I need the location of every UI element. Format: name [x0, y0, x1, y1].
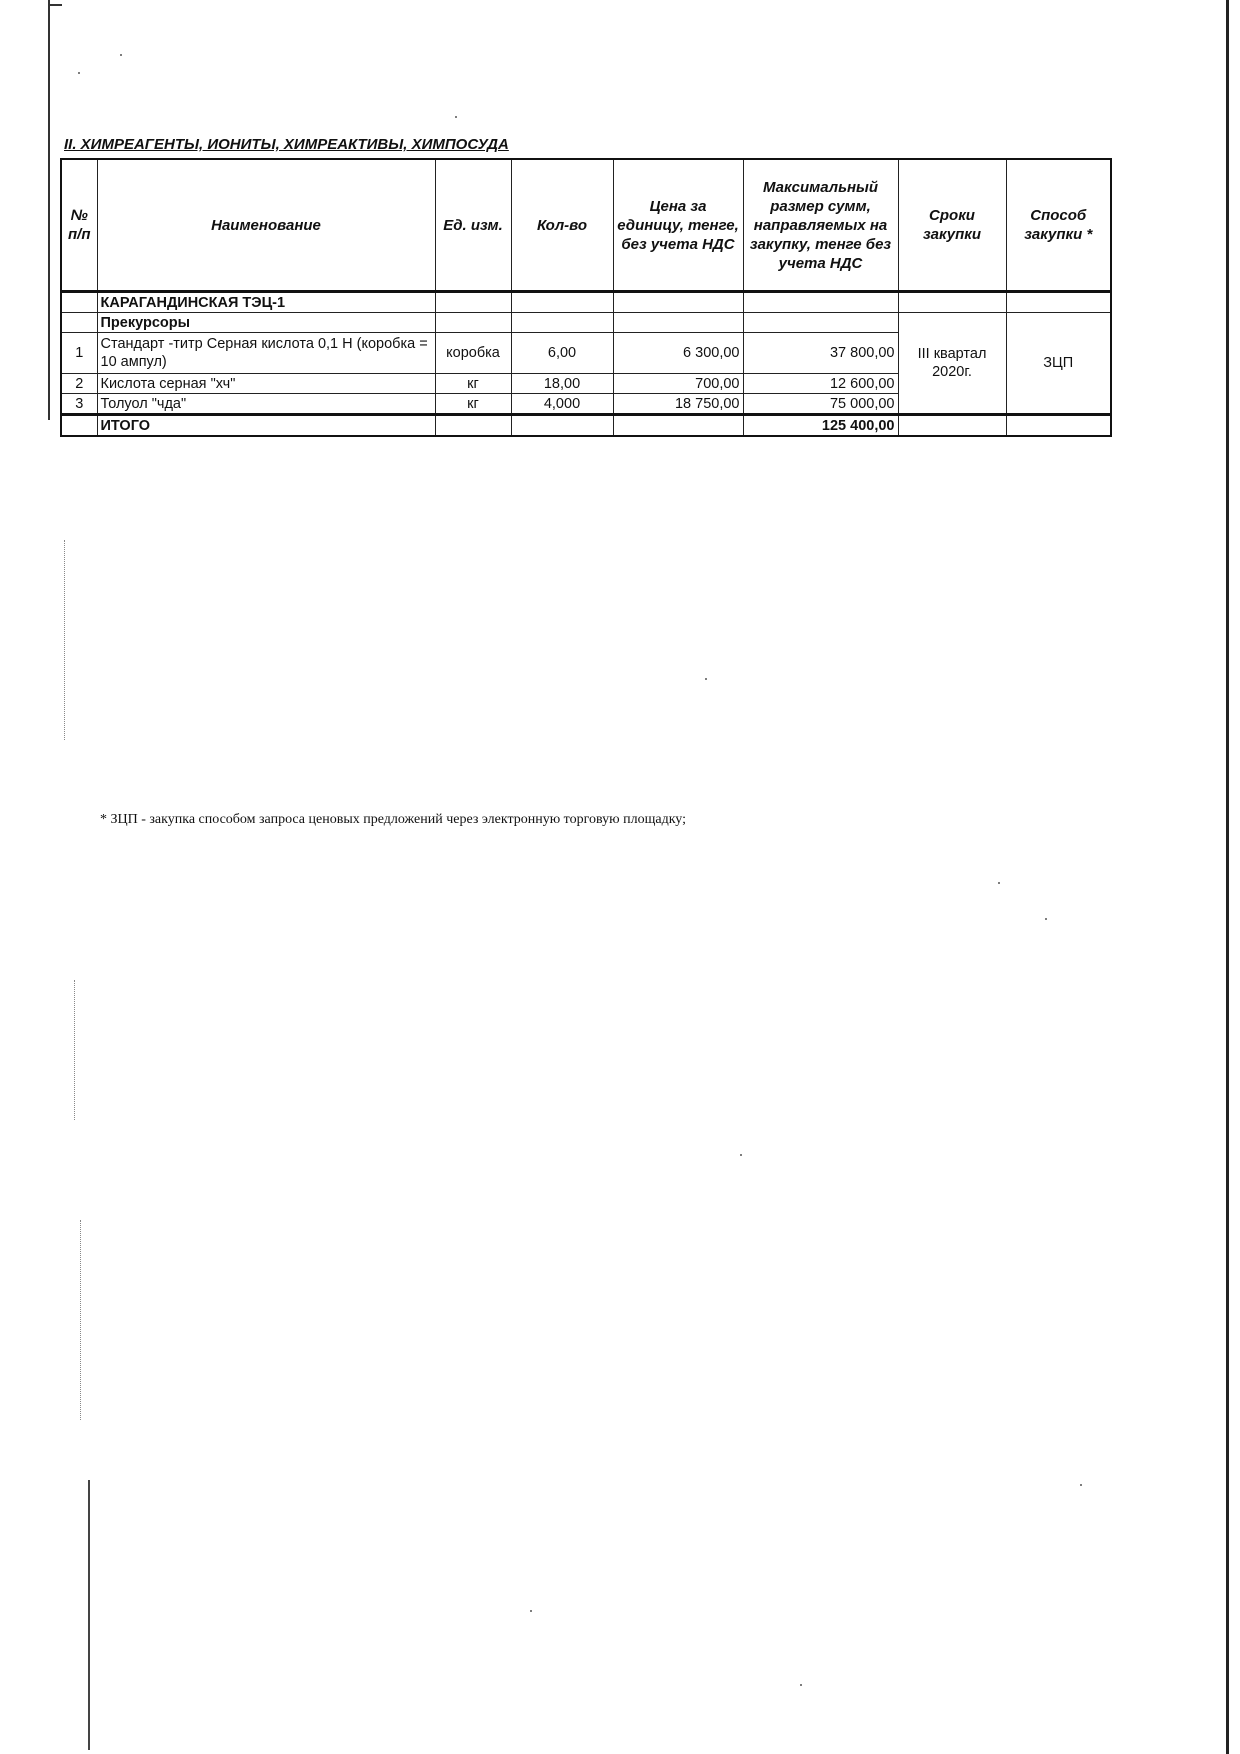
scan-dots [74, 980, 76, 1120]
subgroup-label: Прекурсоры [97, 313, 435, 333]
header-name: Наименование [97, 159, 435, 292]
row-price: 18 750,00 [613, 394, 743, 415]
row-num: 1 [61, 333, 97, 374]
header-num: № п/п [61, 159, 97, 292]
header-price: Цена за единицу, тенге, без учета НДС [613, 159, 743, 292]
header-period: Сроки закупки [898, 159, 1006, 292]
scan-speck [800, 1684, 802, 1686]
row-price: 700,00 [613, 374, 743, 394]
scan-edge-right [1226, 0, 1229, 1754]
row-unit: коробка [435, 333, 511, 374]
row-sum: 37 800,00 [743, 333, 898, 374]
header-max-sum: Максимальный размер сумм, направляемых на закупку, тенге без учета НДС [743, 159, 898, 292]
group-label: КАРАГАНДИНСКАЯ ТЭЦ-1 [97, 292, 435, 313]
row-unit: кг [435, 374, 511, 394]
scan-edge-left-lower [88, 1480, 90, 1750]
row-qty: 6,00 [511, 333, 613, 374]
scan-speck [120, 54, 122, 56]
header-method: Способ закупки * [1006, 159, 1111, 292]
row-price: 6 300,00 [613, 333, 743, 374]
method-cell: ЗЦП [1006, 313, 1111, 415]
total-label: ИТОГО [97, 415, 435, 437]
scan-speck [1080, 1484, 1082, 1486]
scan-speck [705, 678, 707, 680]
scan-speck [78, 72, 80, 74]
scan-edge-left [48, 0, 50, 420]
footnote: * ЗЦП - закупка способом запроса ценовых предложений через электронную торговую площадку; [100, 812, 686, 827]
scan-speck [998, 882, 1000, 884]
period-cell: III квартал 2020г. [898, 313, 1006, 415]
row-sum: 12 600,00 [743, 374, 898, 394]
scan-speck [530, 1610, 532, 1612]
scan-speck [740, 1154, 742, 1156]
row-qty: 18,00 [511, 374, 613, 394]
scan-dots [80, 1220, 82, 1420]
scan-dots [64, 540, 66, 740]
row-name: Стандарт -титр Серная кислота 0,1 Н (коробка = 10 ампул) [97, 333, 435, 374]
scan-edge-corner [48, 4, 62, 6]
row-name: Кислота серная "хч" [97, 374, 435, 394]
total-row [61, 415, 1111, 437]
row-num: 2 [61, 374, 97, 394]
total-value: 125 400,00 [743, 415, 898, 437]
procurement-table [60, 158, 1112, 437]
header-qty: Кол-во [511, 159, 613, 292]
row-sum: 75 000,00 [743, 394, 898, 415]
scan-speck [1045, 918, 1047, 920]
subgroup-row [61, 313, 1111, 333]
header-unit: Ед. изм. [435, 159, 511, 292]
group-row [61, 292, 1111, 313]
section-title: II. ХИМРЕАГЕНТЫ, ИОНИТЫ, ХИМРЕАКТИВЫ, ХИМПОСУДА [64, 136, 509, 153]
scan-speck [455, 116, 457, 118]
row-qty: 4,000 [511, 394, 613, 415]
row-name: Толуол "чда" [97, 394, 435, 415]
row-num: 3 [61, 394, 97, 415]
table-header-row [61, 159, 1111, 292]
row-unit: кг [435, 394, 511, 415]
